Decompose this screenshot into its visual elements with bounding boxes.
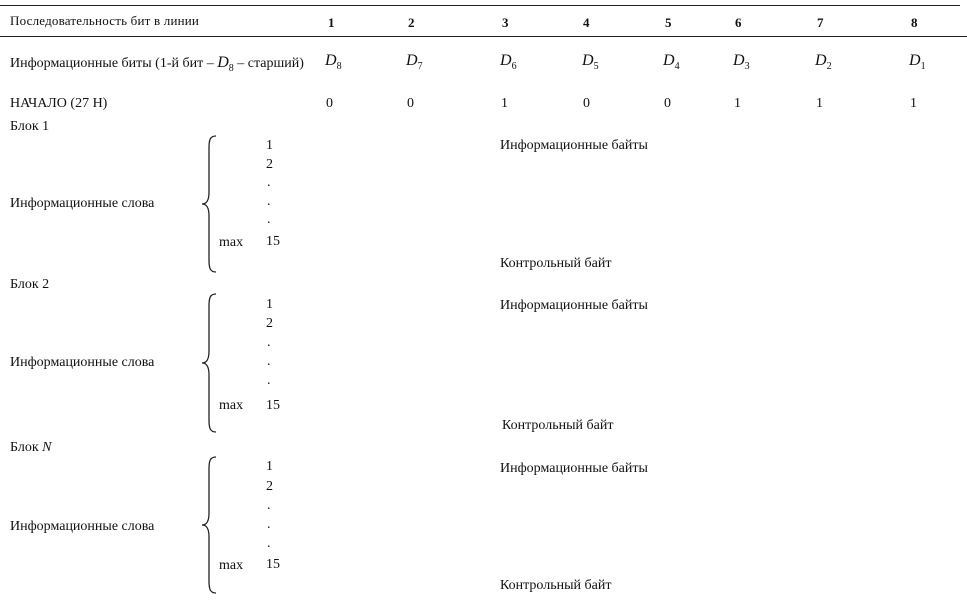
block-1-item-1: 1 bbox=[266, 138, 273, 153]
block-2-max-label: max bbox=[219, 398, 244, 413]
block-2-brace bbox=[200, 292, 220, 434]
bit-symbol-col6: $D_3$ bbox=[733, 52, 750, 73]
column-number-4: 4 bbox=[583, 15, 590, 30]
block-n-item-dot-2: . bbox=[267, 517, 271, 532]
block-2-max-value: 15 bbox=[266, 398, 280, 413]
block-n-words-label: Информационные слова bbox=[10, 519, 155, 534]
block-1-item-dot-3: . bbox=[267, 212, 271, 227]
bit-symbol-col1: $D_8$ bbox=[325, 52, 342, 73]
column-number-7: 7 bbox=[817, 15, 824, 30]
header-label: Последовательность бит в линии bbox=[10, 13, 200, 28]
bit-symbol-col8: $D_1$ bbox=[909, 52, 926, 73]
block-2-item-dot-3: . bbox=[267, 373, 271, 388]
bit-symbol-col7: $D_2$ bbox=[815, 52, 832, 73]
block-n-title: Блок N bbox=[10, 440, 52, 455]
info-bits-label-part2: – старший) bbox=[233, 56, 304, 71]
column-number-8: 8 bbox=[911, 15, 918, 30]
block-1-info-bytes: Информационные байты bbox=[500, 138, 648, 153]
block-2-words-label: Информационные слова bbox=[10, 355, 155, 370]
block-1-max-value: 15 bbox=[266, 234, 280, 249]
column-number-3: 3 bbox=[502, 15, 509, 30]
column-number-6: 6 bbox=[735, 15, 742, 30]
block-1-max-label: max bbox=[219, 235, 244, 250]
info-bits-label-symbol: $D_8$ bbox=[217, 54, 234, 75]
block-n-item-dot-3: . bbox=[267, 536, 271, 551]
info-bits-label bbox=[10, 55, 304, 77]
bit-symbol-col2: $D_7$ bbox=[406, 52, 423, 73]
block-n-item-2: 2 bbox=[266, 479, 273, 494]
block-n-item-1: 1 bbox=[266, 459, 273, 474]
block-n-control-byte: Контрольный байт bbox=[500, 578, 612, 593]
start-row-label: НАЧАЛО (27 Н) bbox=[10, 96, 108, 111]
header-bottom-rule bbox=[0, 36, 967, 37]
header-top-rule bbox=[0, 5, 960, 6]
block-2-item-2: 2 bbox=[266, 316, 273, 331]
start-bit-col8: 1 bbox=[910, 96, 917, 111]
block-1-control-byte: Контрольный байт bbox=[500, 256, 612, 271]
block-2-title: Блок 2 bbox=[10, 277, 50, 292]
bit-symbol-col3: $D_6$ bbox=[500, 52, 517, 73]
bit-symbol-col5: $D_4$ bbox=[663, 52, 680, 73]
start-bit-col7: 1 bbox=[816, 96, 823, 111]
block-2-item-dot-2: . bbox=[267, 354, 271, 369]
block-1-brace bbox=[200, 134, 220, 274]
block-n-item-dot-1: . bbox=[267, 498, 271, 513]
column-number-1: 1 bbox=[328, 15, 335, 30]
column-number-2: 2 bbox=[408, 15, 415, 30]
column-number-5: 5 bbox=[665, 15, 672, 30]
block-1-words-label: Информационные слова bbox=[10, 196, 155, 211]
block-n-info-bytes: Информационные байты bbox=[500, 461, 648, 476]
start-bit-col1: 0 bbox=[326, 96, 333, 111]
block-n-max-value: 15 bbox=[266, 557, 280, 572]
block-2-control-byte: Контрольный байт bbox=[502, 418, 614, 433]
block-1-item-dot-1: . bbox=[267, 175, 271, 190]
block-1-item-dot-2: . bbox=[267, 194, 271, 209]
block-1-item-2: 2 bbox=[266, 157, 273, 172]
block-2-info-bytes: Информационные байты bbox=[500, 298, 648, 313]
block-1-title: Блок 1 bbox=[10, 119, 50, 134]
start-bit-col3: 1 bbox=[501, 96, 508, 111]
start-bit-col4: 0 bbox=[583, 96, 590, 111]
block-n-max-label: max bbox=[219, 558, 244, 573]
start-bit-col5: 0 bbox=[664, 96, 671, 111]
bit-symbol-col4: $D_5$ bbox=[582, 52, 599, 73]
block-2-item-dot-1: . bbox=[267, 335, 271, 350]
block-2-item-1: 1 bbox=[266, 297, 273, 312]
info-bits-label-part1: Информационные биты (1-й бит – bbox=[10, 56, 218, 71]
start-bit-col6: 1 bbox=[734, 96, 741, 111]
start-bit-col2: 0 bbox=[407, 96, 414, 111]
block-n-brace bbox=[200, 455, 220, 595]
